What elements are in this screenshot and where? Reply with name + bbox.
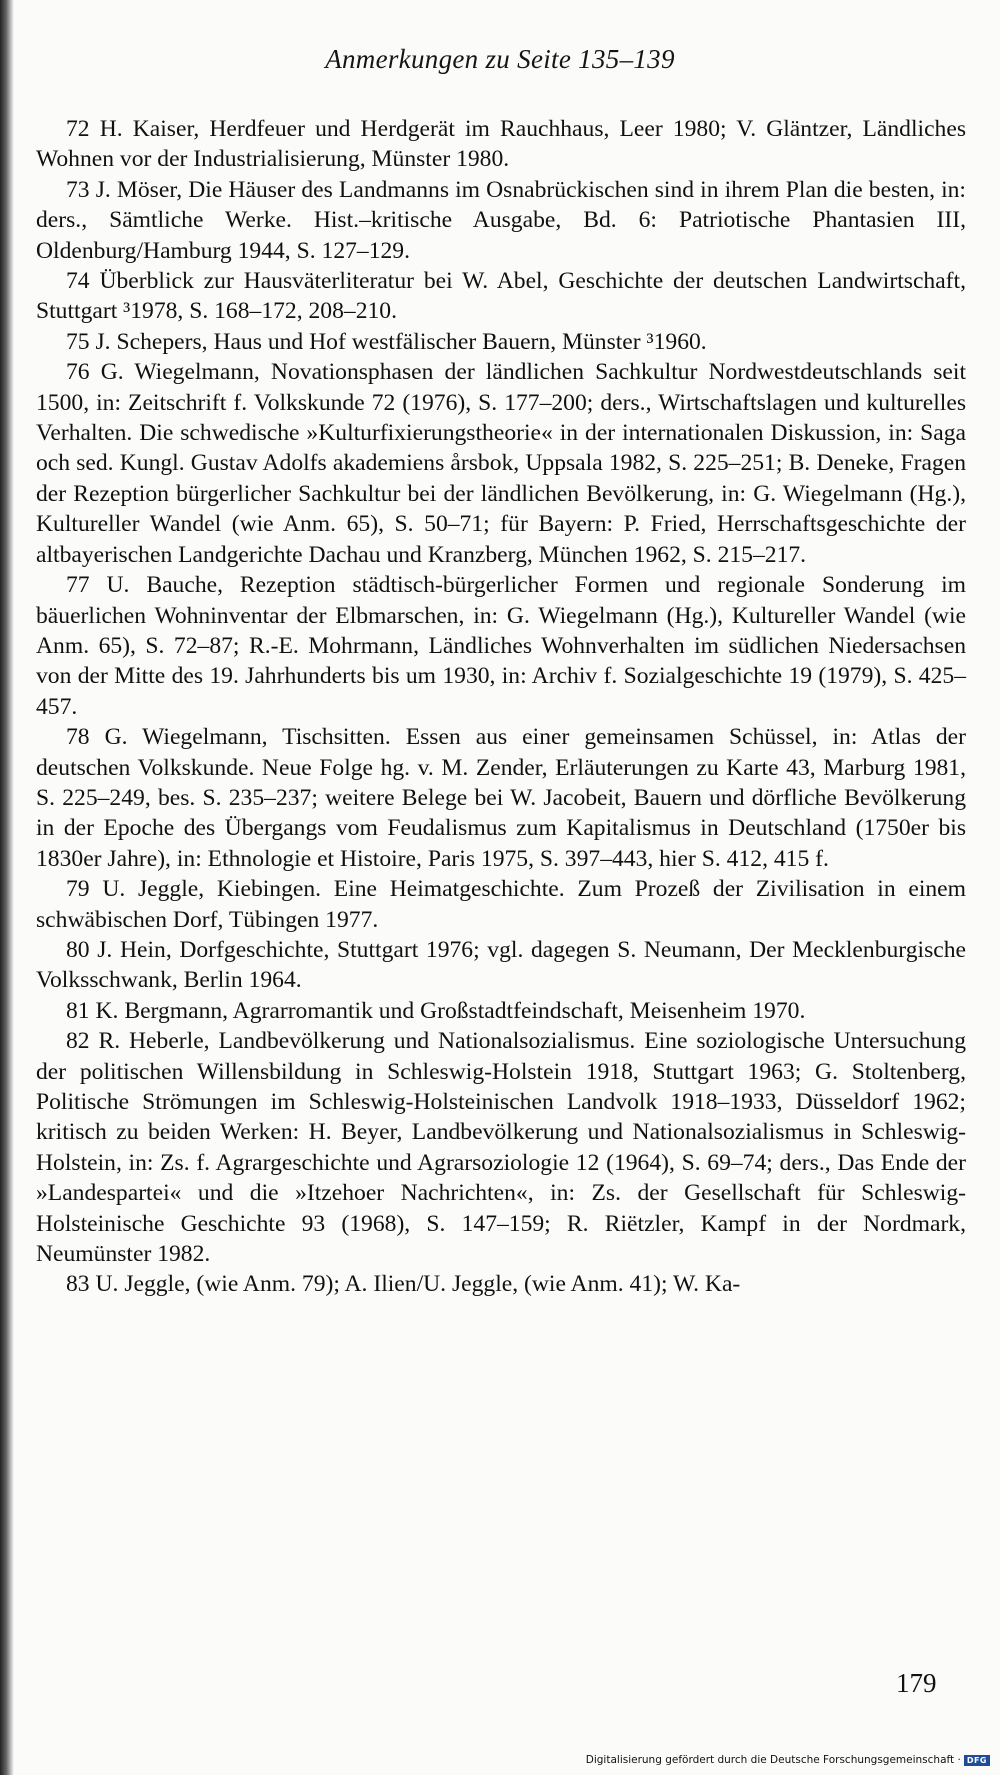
- endnote-73: 73 J. Möser, Die Häuser des Landmanns im Osnabrückischen sind in ihrem Plan die besten, in: ders., Sämtliche Werke. Hist.–kritische Ausgabe, Bd. 6: Patriotische Phantasien III, Oldenburg/Hamburg 1944, S. 127–129.: [36, 176, 966, 264]
- endnote-80: 80 J. Hein, Dorfgeschichte, Stuttgart 1976; vgl. dagegen S. Neumann, Der Mecklenburgische Volksschwank, Berlin 1964.: [36, 936, 966, 994]
- endnote-82: 82 R. Heberle, Landbevölkerung und Nationalsozialismus. Eine soziologische Untersuchung der politischen Willensbildung in Schleswig-Holstein 1918, Stuttgart 1963; G. Stoltenberg, Politische Strömungen im Schleswig-Holsteinischen Landvolk 1918–1933, Düsseldorf 1962; kritisch zu beiden Werken: H. Beyer, Landbevölkerung und Nationalsozialismus in Schleswig-Holstein, in: Zs. f. Agrargeschichte und Agrarsoziologie 12 (1964), S. 69–74; ders., Das Ende der »Landespartei« und die »Itzehoer Nachrichten«, in: Zs. der Gesellschaft für Schleswig-Holsteinische Geschichte 93 (1968), S. 147–159; R. Riëtzler, Kampf in der Nordmark, Neumünster 1982.: [36, 1028, 966, 1268]
- binding-shadow: [0, 0, 14, 1775]
- endnote-75: 75 J. Schepers, Haus und Hof westfälischer Bauern, Münster ³1960.: [66, 328, 707, 355]
- endnotes-block: [36, 114, 966, 1300]
- endnote-79: 79 U. Jeggle, Kiebingen. Eine Heimatgeschichte. Zum Prozeß der Zivilisation in einem schwäbischen Dorf, Tübingen 1977.: [36, 876, 966, 933]
- endnote-74: 74 Überblick zur Hausväterliteratur bei W. Abel, Geschichte der deutschen Landwirtschaft, Stuttgart ³1978, S. 168–172, 208–210.: [36, 268, 966, 325]
- running-title: Anmerkungen zu Seite 135–139: [325, 44, 675, 74]
- endnote-72: 72 H. Kaiser, Herdfeuer und Herdgerät im Rauchhaus, Leer 1980; V. Gläntzer, Ländliches Wohnen vor der Industrialisierung, Münster 1980.: [36, 116, 966, 173]
- page-number: 179: [896, 1668, 937, 1698]
- digitization-credit: [586, 1754, 990, 1766]
- endnote-76: 76 G. Wiegelmann, Novationsphasen der ländlichen Sachkultur Nordwestdeutschlands seit 1500, in: Zeitschrift f. Volkskunde 72 (1976), S. 177–200; ders., Wirtschaftslagen und kulturelles Verhalten. Die schwedische »Kulturfixierungstheorie« in der internationalen Diskussion, in: Saga och sed. Kungl. Gustav Adolfs akademiens årsbok, Uppsala 1982, S. 225–251; B. Deneke, Fragen der Rezeption bürgerlicher Sachkultur bei der ländlichen Bevölkerung, in: G. Wiegelmann (Hg.), Kultureller Wandel (wie Anm. 65), S. 50–71; für Bayern: P. Fried, Herrschaftsgeschichte der altbayerischen Landgerichte Dachau und Kranzberg, München 1962, S. 215–217.: [36, 359, 966, 568]
- endnote-83: 83 U. Jeggle, (wie Anm. 79); A. Ilien/U. Jeggle, (wie Anm. 41); W. Ka-: [66, 1271, 741, 1298]
- endnote-78: 78 G. Wiegelmann, Tischsitten. Essen aus einer gemeinsamen Schüssel, in: Atlas der deutschen Volkskunde. Neue Folge hg. v. M. Zender, Erläuterungen zu Karte 43, Marburg 1981, S. 225–249, bes. S. 235–237; weitere Belege bei W. Jacobeit, Bauern und dörfliche Bevölkerung in der Epoche des Übergangs vom Feudalismus zum Kapitalismus in Deutschland (1750er bis 1830er Jahre), in: Ethnologie et Histoire, Paris 1975, S. 397–443, hier S. 412, 415 f.: [36, 724, 966, 872]
- credit-text: Digitalisierung gefördert durch die Deutsche Forschungsgemeinschaft ·: [585, 1754, 961, 1766]
- endnote-81: 81 K. Bergmann, Agrarromantik und Großstadtfeindschaft, Meisenheim 1970.: [66, 997, 806, 1024]
- endnote-77: 77 U. Bauche, Rezeption städtisch-bürgerlicher Formen und regionale Sonderung im bäuerlichen Wohninventar der Elbmarschen, in: G. Wiegelmann (Hg.), Kultureller Wandel (wie Anm. 65), S. 72–87; R.-E. Mohrmann, Ländliches Wohnverhalten im südlichen Niedersachsen von der Mitte des 19. Jahrhunderts bis um 1930, in: Archiv f. Sozialgeschichte 19 (1979), S. 425–457.: [36, 572, 966, 720]
- dfg-logo-icon: DFG: [964, 1755, 990, 1766]
